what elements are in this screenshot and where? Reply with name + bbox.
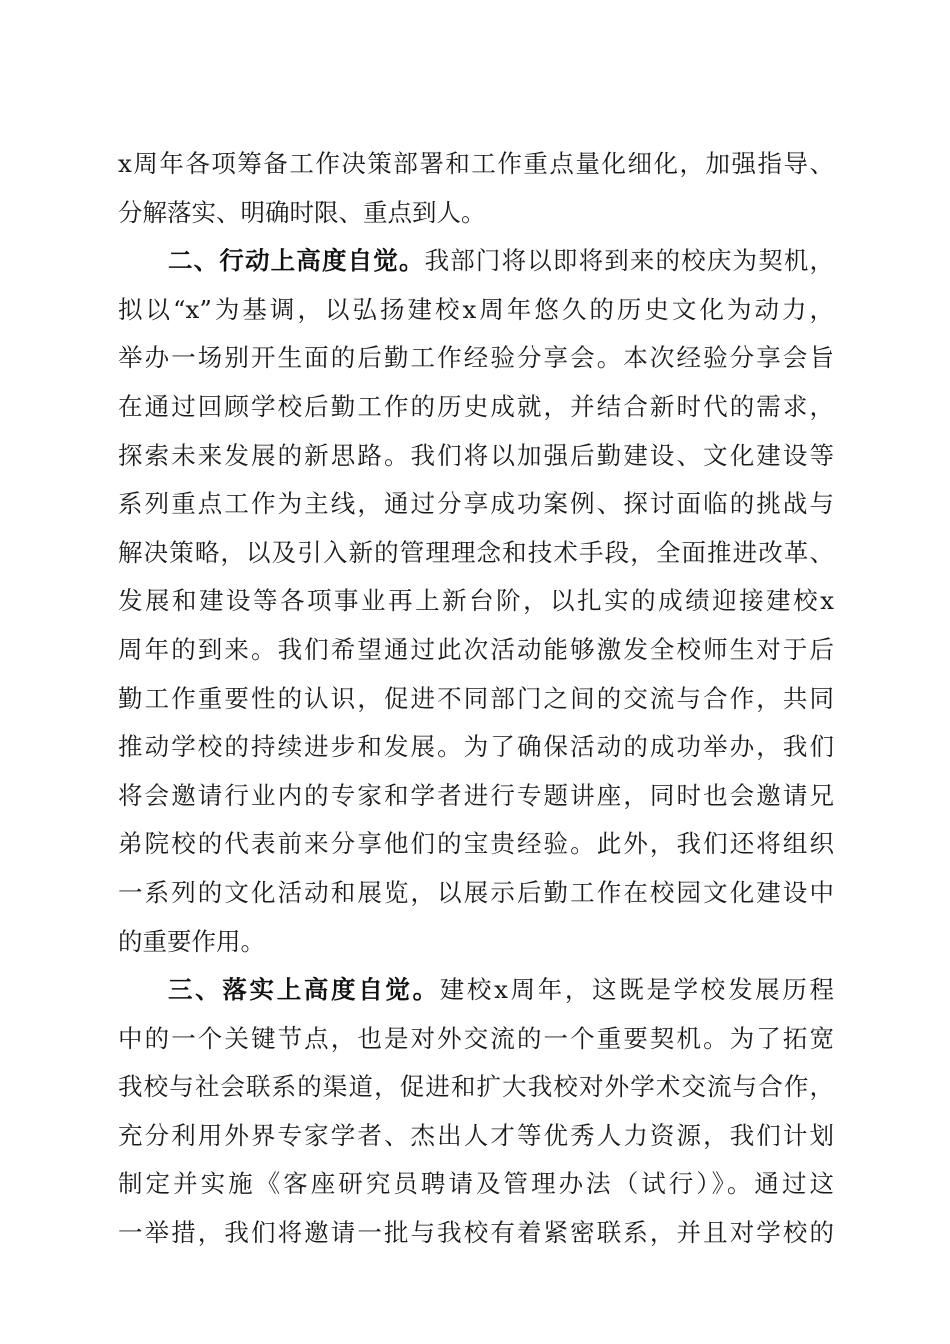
- line-text: 探索未来发展的新思路。我们将以加强后勤建设、文化建设等: [118, 440, 834, 470]
- text-line: [118, 1209, 834, 1258]
- text-line: [118, 334, 834, 383]
- line-text: 举办一场别开生面的后勤工作经验分享会。本次经验分享会旨: [118, 343, 834, 373]
- body-text: [118, 140, 834, 1258]
- section-heading: 三、落实上高度自觉。: [168, 975, 440, 1005]
- line-text: x周年各项筹备工作决策部署和工作重点量化细化，加强指导、: [118, 149, 834, 178]
- text-line: [118, 626, 834, 675]
- line-text: 勤工作重要性的认识，促进不同部门之间的交流与合作，共同: [118, 683, 834, 713]
- text-line: [118, 1015, 834, 1064]
- text-line: [118, 772, 834, 821]
- line-text: 拟以“x”为基调，以弘扬建校x周年悠久的历史文化为动力，: [118, 294, 834, 324]
- text-line: [118, 237, 834, 286]
- line-text: 一系列的文化活动和展览，以展示后勤工作在校园文化建设中: [118, 877, 834, 907]
- text-line: [118, 869, 834, 918]
- text-line: [118, 723, 834, 772]
- text-line: [118, 966, 834, 1015]
- text-line: [118, 675, 834, 724]
- text-line: [118, 918, 834, 967]
- text-line: [118, 1160, 834, 1209]
- text-line: [118, 189, 834, 238]
- text-line: [118, 577, 834, 626]
- text-line: [118, 432, 834, 481]
- line-text: 推动学校的持续进步和发展。为了确保活动的成功举办，我们: [118, 732, 834, 762]
- text-line: [118, 820, 834, 869]
- line-text: 我部门将以即将到来的校庆为契机，: [424, 246, 835, 276]
- line-text: 分解落实、明确时限、重点到人。: [118, 197, 486, 227]
- section-heading: 二、行动上高度自觉。: [168, 246, 425, 276]
- line-text: 系列重点工作为主线，通过分享成功案例、探讨面临的挑战与: [118, 489, 834, 519]
- line-text: 周年的到来。我们希望通过此次活动能够激发全校师生对于后: [118, 634, 834, 664]
- line-text: 制定并实施《客座研究员聘请及管理办法（试行）》。通过这: [118, 1169, 834, 1199]
- line-text: 在通过回顾学校后勤工作的历史成就，并结合新时代的需求，: [118, 391, 834, 421]
- text-line: [118, 1063, 834, 1112]
- line-text: 充分利用外界专家学者、杰出人才等优秀人力资源，我们计划: [118, 1120, 834, 1150]
- text-line: [118, 383, 834, 432]
- line-text: 的重要作用。: [118, 926, 265, 956]
- line-text: 建校x周年，这既是学校发展历程: [439, 975, 834, 1005]
- text-line: [118, 286, 834, 335]
- text-line: [118, 1112, 834, 1161]
- line-text: 我校与社会联系的渠道，促进和扩大我校对外学术交流与合作，: [118, 1072, 834, 1102]
- line-text: 弟院校的代表前来分享他们的宝贵经验。此外，我们还将组织: [118, 829, 834, 859]
- text-line: [118, 480, 834, 529]
- text-line: [118, 140, 834, 189]
- text-line: [118, 529, 834, 578]
- line-text: 中的一个关键节点，也是对外交流的一个重要契机。为了拓宽: [118, 1023, 834, 1053]
- line-text: 发展和建设等各项事业再上新台阶，以扎实的成绩迎接建校x: [118, 586, 834, 616]
- line-text: 解决策略，以及引入新的管理理念和技术手段，全面推进改革、: [118, 537, 834, 567]
- line-text: 一举措，我们将邀请一批与我校有着紧密联系，并且对学校的: [118, 1218, 834, 1248]
- line-text: 将会邀请行业内的专家和学者进行专题讲座，同时也会邀请兄: [118, 780, 834, 810]
